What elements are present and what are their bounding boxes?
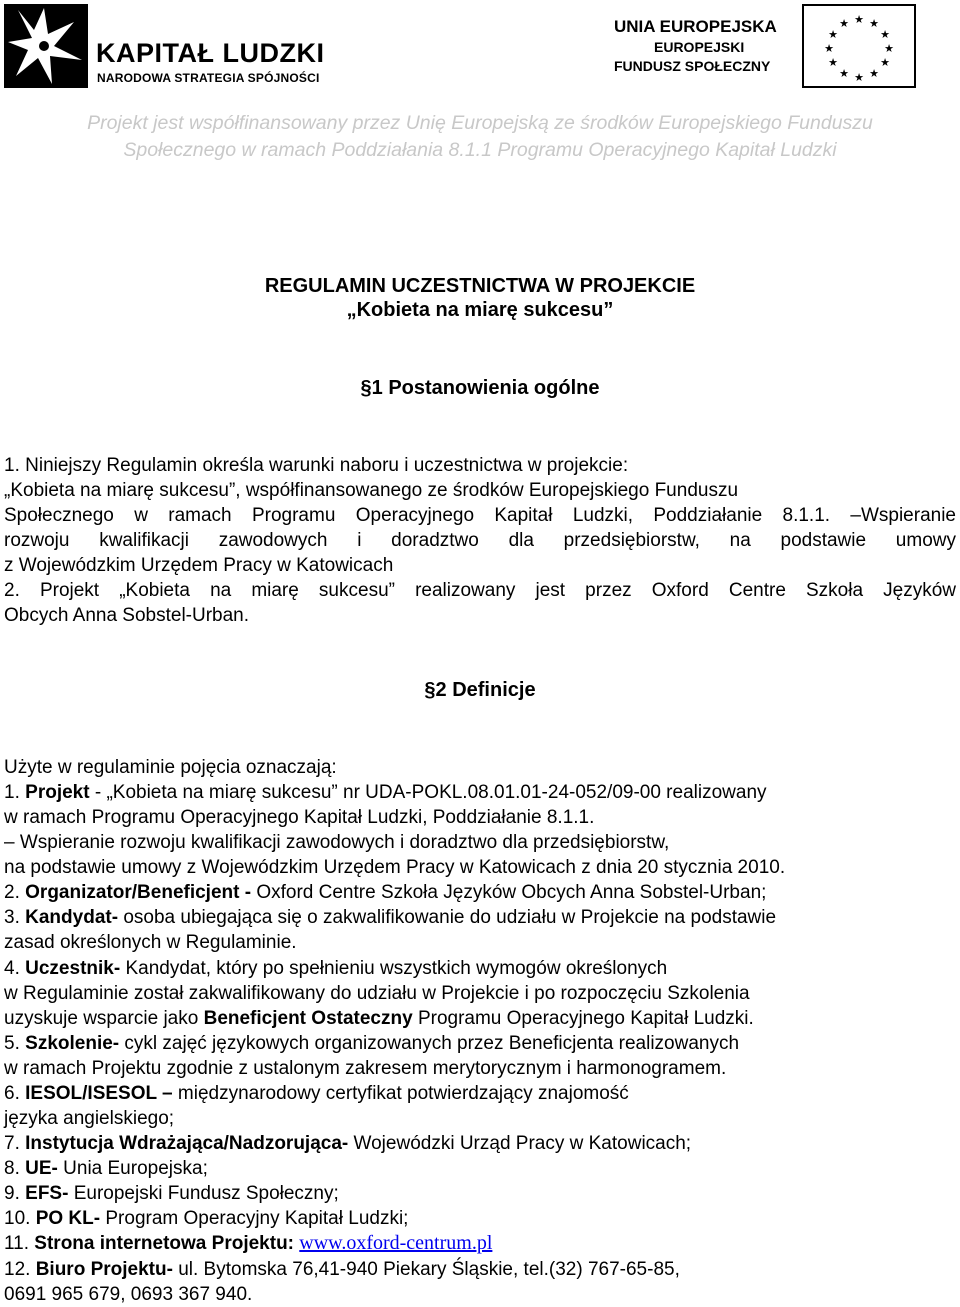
def-4-text: Kandydat, który po spełnieniu wszystkich wymogów określonych	[120, 958, 668, 979]
def-7-text: Wojewódzki Urząd Pracy w Katowicach;	[348, 1133, 692, 1154]
def-10-text: Program Operacyjny Kapitał Ludzki;	[100, 1208, 409, 1229]
def-7-number: 7.	[4, 1133, 20, 1154]
def-2-text: Oxford Centre Szkoła Języków Obcych Anna Sobstel-Urban;	[251, 882, 767, 903]
kapital-ludzki-subtitle: NARODOWA STRATEGIA SPÓJNOŚCI	[97, 71, 320, 85]
def-8-term: UE-	[25, 1158, 58, 1179]
def-9-number: 9.	[4, 1183, 20, 1204]
banner-line-2: Społecznego w ramach Poddziałania 8.1.1 Programu Operacyjnego Kapitał Ludzki	[123, 139, 837, 161]
definition-2	[4, 880, 766, 905]
svg-text:★: ★	[854, 71, 864, 84]
def-10-term: PO KL-	[35, 1208, 101, 1229]
svg-text:★: ★	[880, 56, 890, 69]
svg-text:★: ★	[828, 56, 838, 69]
s1-line-2: „Kobieta na miarę sukcesu”, współfinansowanego ze środków Europejskiego Funduszu	[4, 480, 739, 501]
def-4-line-3	[4, 1006, 754, 1031]
svg-text:★: ★	[880, 28, 890, 41]
def-4-term: Uczestnik-	[25, 958, 121, 979]
def-4-line-3-c: Programu Operacyjnego Kapitał Ludzki.	[412, 1008, 754, 1029]
section-1-heading: §1 Postanowienia ogólne	[360, 377, 600, 399]
eu-logo	[614, 4, 916, 88]
def-12-number: 12.	[4, 1259, 31, 1280]
def-10-number: 10.	[4, 1208, 31, 1229]
project-name: „Kobieta na miarę sukcesu”	[346, 299, 614, 321]
def-11-number: 11.	[4, 1233, 30, 1254]
kapital-ludzki-title: KAPITAŁ LUDZKI	[96, 38, 325, 68]
svg-text:★: ★	[824, 42, 834, 55]
def-1-line-2: w ramach Programu Operacyjnego Kapitał Ludzki, Poddziałanie 8.1.1.	[4, 807, 595, 828]
s1-line-4: rozwoju kwalifikacji zawodowych i doradztwo dla przedsiębiorstw, na podstawie umowy	[4, 530, 956, 551]
definition-8	[4, 1156, 208, 1181]
def-6-text: międzynarodowy certyfikat potwierdzający znajomość	[172, 1083, 629, 1104]
def-6-term: IESOL/ISESOL –	[25, 1083, 173, 1104]
definition-12	[4, 1257, 680, 1282]
project-website-link[interactable]: www.oxford-centrum.pl	[299, 1232, 493, 1254]
svg-text:★: ★	[869, 67, 879, 80]
def-9-text: Europejski Fundusz Społeczny;	[68, 1183, 339, 1204]
definition-3	[4, 905, 776, 930]
definitions-intro: Użyte w regulaminie pojęcia oznaczają:	[4, 757, 337, 778]
s1-line-3: Społecznego w ramach Programu Operacyjnego Kapitał Ludzki, Poddziałanie 8.1.1. –Wspieranie	[4, 505, 956, 526]
section-2-heading: §2 Definicje	[424, 679, 536, 701]
def-4-beneficjent-ostateczny: Beneficjent Ostateczny	[203, 1008, 413, 1029]
def-4-number: 4.	[4, 958, 20, 979]
definition-9	[4, 1181, 339, 1206]
def-7-term: Instytucja Wdrażająca/Nadzorująca-	[25, 1133, 349, 1154]
eu-line2: EUROPEJSKI	[654, 39, 745, 55]
definition-10	[4, 1206, 408, 1231]
def-8-number: 8.	[4, 1158, 20, 1179]
def-1-term: Projekt	[25, 782, 90, 803]
def-12-text: ul. Bytomska 76,41-940 Piekary Śląskie, tel.(32) 767-65-85,	[172, 1259, 680, 1280]
def-1-number: 1.	[4, 782, 20, 803]
definition-1	[4, 780, 767, 805]
eu-line3: FUNDUSZ SPOŁECZNY	[614, 58, 771, 74]
def-2-term: Organizator/Beneficjent -	[25, 882, 252, 903]
def-12-term: Biuro Projektu-	[35, 1259, 173, 1280]
definition-4	[4, 956, 667, 981]
eu-flag-icon	[802, 4, 916, 88]
def-5-text: cykl zajęć językowych organizowanych przez Beneficjenta realizowanych	[119, 1033, 740, 1054]
svg-text:★: ★	[854, 13, 864, 26]
def-3-line-2: zasad określonych w Regulaminie.	[4, 932, 297, 953]
def-5-term: Szkolenie-	[25, 1033, 120, 1054]
def-1-line-4: na podstawie umowy z Wojewódzkim Urzędem Pracy w Katowicach z dnia 20 stycznia 2010.	[4, 857, 786, 878]
def-8-text: Unia Europejska;	[57, 1158, 208, 1179]
funding-banner	[0, 110, 960, 164]
def-9-term: EFS-	[25, 1183, 69, 1204]
s1-line-1: 1. Niniejszy Regulamin określa warunki naboru i uczestnictwa w projekcie:	[4, 455, 629, 476]
definition-6	[4, 1081, 629, 1106]
def-1-text: - „Kobieta na miarę sukcesu” nr UDA-POKL.08.01.01-24-052/09-00 realizowany	[89, 782, 767, 803]
def-6-line-2: języka angielskiego;	[4, 1108, 175, 1129]
svg-text:★: ★	[869, 17, 879, 30]
def-5-line-2: w ramach Projektu zgodnie z ustalonym zakresem merytorycznym i harmonogramem.	[4, 1058, 727, 1079]
def-4-line-2: w Regulaminie został zakwalifikowany do udziału w Projekcie i po rozpoczęciu Szkolenia	[4, 983, 750, 1004]
s1-line-5: z Wojewódzkim Urzędem Pracy w Katowicach	[4, 555, 394, 576]
kapital-ludzki-logo	[4, 4, 344, 88]
document-title: REGULAMIN UCZESTNICTWA W PROJEKCIE	[264, 275, 696, 297]
def-11-term: Strona internetowa Projektu:	[34, 1233, 294, 1254]
s1-line-7: Obcych Anna Sobstel-Urban.	[4, 605, 250, 626]
s1-line-6: 2. Projekt „Kobieta na miarę sukcesu” realizowany jest przez Oxford Centre Szkoła Języków	[4, 580, 956, 601]
def-4-line-3-a: uzyskuje wsparcie jako	[4, 1008, 204, 1029]
def-12-line-2: 0691 965 679, 0693 367 940.	[4, 1284, 253, 1305]
def-2-number: 2.	[4, 882, 20, 903]
definition-5	[4, 1031, 739, 1056]
svg-text:★: ★	[839, 17, 849, 30]
eu-line1: UNIA EUROPEJSKA	[614, 17, 777, 36]
def-6-number: 6.	[4, 1083, 20, 1104]
kapital-ludzki-star-icon	[4, 4, 88, 88]
def-3-term: Kandydat-	[25, 907, 119, 928]
svg-text:★: ★	[828, 28, 838, 41]
definition-11	[4, 1231, 492, 1256]
banner-line-1: Projekt jest współfinansowany przez Unię Europejską ze środków Europejskiego Funduszu	[87, 112, 873, 134]
definition-7	[4, 1131, 691, 1156]
svg-text:★: ★	[884, 42, 894, 55]
def-5-number: 5.	[4, 1033, 20, 1054]
def-3-text: osoba ubiegająca się o zakwalifikowanie do udziału w Projekcie na podstawie	[118, 907, 777, 928]
eu-logo-text	[614, 16, 794, 76]
svg-text:★: ★	[839, 67, 849, 80]
def-1-line-3: – Wspieranie rozwoju kwalifikacji zawodowych i doradztwo dla przedsiębiorstw,	[4, 832, 670, 853]
def-3-number: 3.	[4, 907, 20, 928]
